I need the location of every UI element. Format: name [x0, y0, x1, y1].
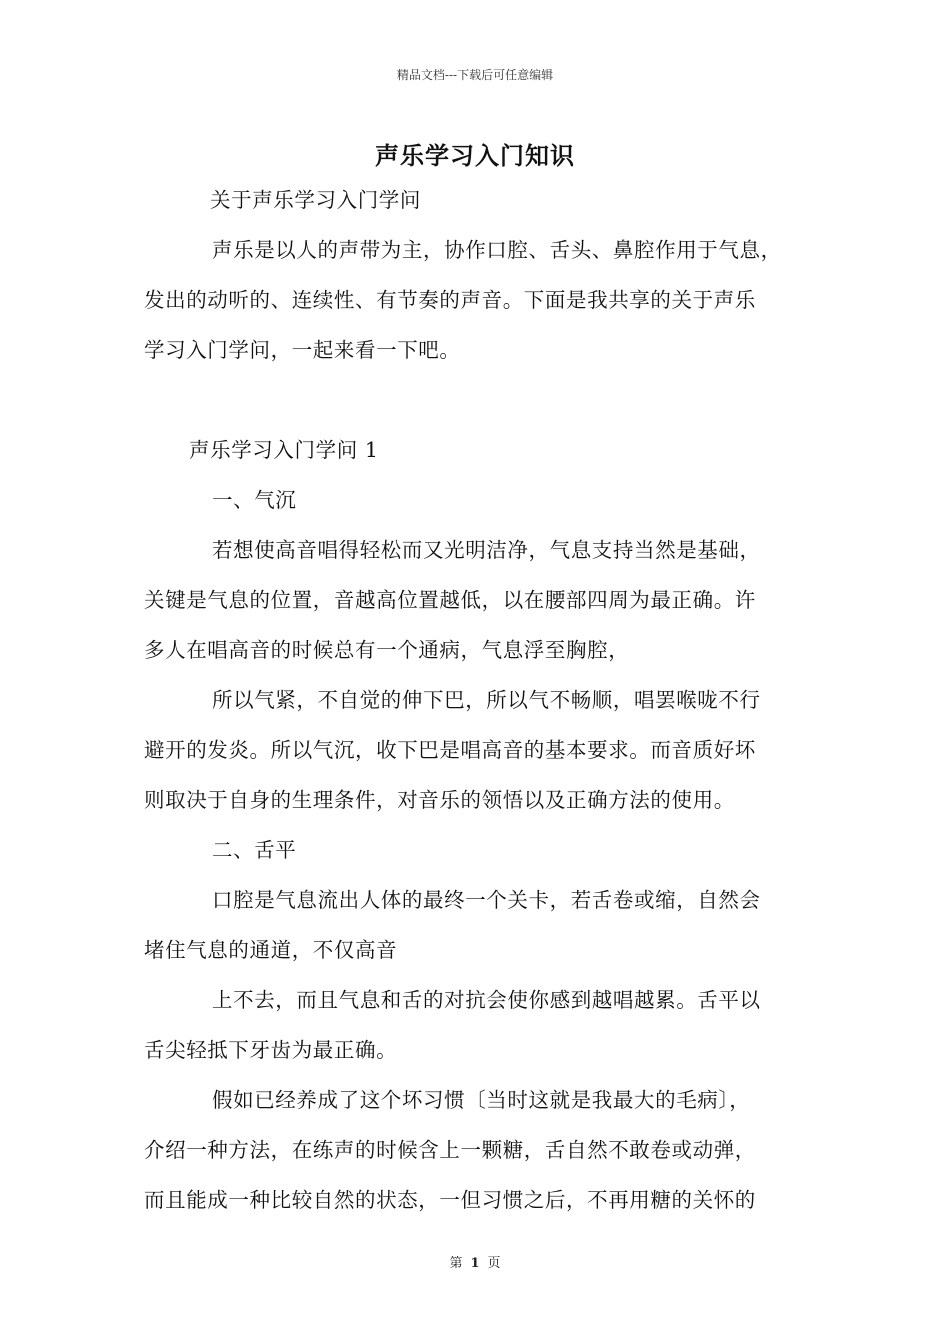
page-label-suffix: 页 — [487, 1256, 501, 1271]
text-line: 则取决于自身的生理条件，对音乐的领悟以及正确方法的使用。 — [144, 788, 735, 812]
page-footer — [0, 1252, 950, 1271]
text-line: 多人在唱高音的时候总有一个通病，气息浮至胸腔， — [144, 638, 630, 662]
page-number: 1 — [470, 1256, 480, 1271]
subsection-heading: 二、舌平 — [212, 838, 297, 862]
document-title: 声乐学习入门知识 — [375, 141, 575, 170]
text-line: 学习入门学问，一起来看一下吧。 — [144, 338, 461, 362]
text-line: 上不去，而且气息和舌的对抗会使你感到越唱越累。舌平以 — [212, 988, 761, 1012]
text-line-intro-heading: 关于声乐学习入门学问 — [210, 188, 421, 212]
text-line: 舌尖轻抵下牙齿为最正确。 — [144, 1038, 398, 1062]
text-line: 若想使高音唱得轻松而又光明洁净，气息支持当然是基础， — [212, 538, 761, 562]
text-line: 关键是气息的位置，音越高位置越低，以在腰部四周为最正确。许 — [144, 588, 756, 612]
section-heading: 声乐学习入门学问 1 — [189, 438, 379, 462]
text-line: 假如已经养成了这个坏习惯〔当时这就是我最大的毛病〕， — [212, 1088, 751, 1112]
text-line: 介绍一种方法，在练声的时候含上一颗糖，舌自然不敢卷或动弹， — [144, 1138, 756, 1162]
text-line: 口腔是气息流出人体的最终一个关卡，若舌卷或缩，自然会 — [212, 888, 761, 912]
text-line: 而且能成一种比较自然的状态，一但习惯之后，不再用糖的关怀的 — [144, 1188, 756, 1212]
page-header: 精品文档---下载后可任意编辑 — [396, 68, 554, 82]
text-line: 发出的动听的、连续性、有节奏的声音。下面是我共享的关于声乐 — [144, 288, 756, 312]
text-line: 所以气紧，不自觉的伸下巴，所以气不畅顺，唱罢喉咙不行 — [212, 688, 761, 712]
text-line: 堵住气息的通道，不仅高音 — [144, 938, 398, 962]
text-line: 声乐是以人的声带为主，协作口腔、舌头、鼻腔作用于气息， — [212, 238, 782, 262]
subsection-heading: 一、气沉 — [212, 488, 297, 512]
text-line: 避开的发炎。所以气沉，收下巴是唱高音的基本要求。而音质好坏 — [144, 738, 756, 762]
page-label-prefix: 第 — [449, 1256, 463, 1271]
